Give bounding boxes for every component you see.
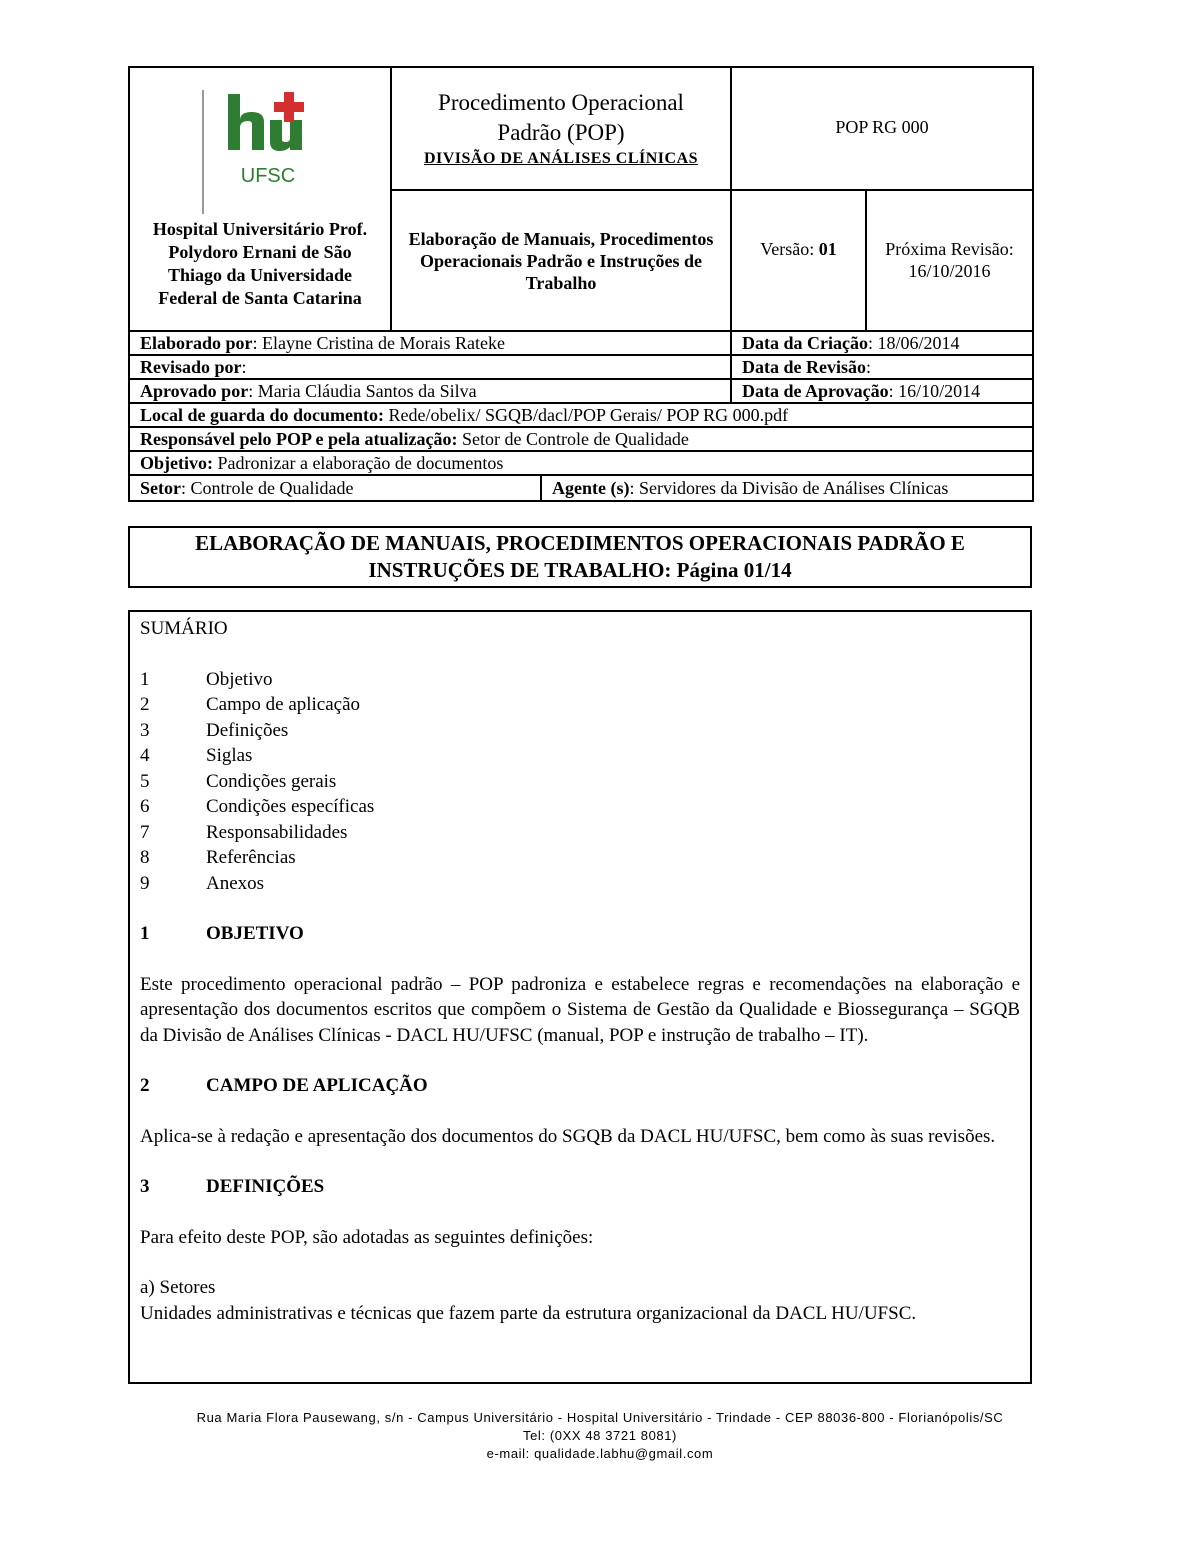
- page-title-line-1: ELABORAÇÃO DE MANUAIS, PROCEDIMENTOS OPERACIONAIS PADRÃO E: [195, 531, 965, 555]
- approved-value: : Maria Cláudia Santos da Silva: [248, 381, 477, 401]
- section-number: 3: [140, 1176, 150, 1197]
- toc-number: 7: [140, 821, 150, 843]
- storage-label: Local de guarda do documento:: [140, 405, 385, 425]
- svg-text:UFSC: UFSC: [240, 165, 296, 187]
- agent-label: Agente (s): [552, 478, 630, 498]
- toc-label: Referências: [206, 847, 296, 868]
- toc-item: [140, 718, 1020, 744]
- toc-item: [140, 820, 1020, 846]
- footer-address: Rua Maria Flora Pausewang, s/n - Campus Universitário - Hospital Universitário - Trindade - CEP 88036-800 - Florianópolis/SC: [196, 1410, 1004, 1425]
- sector: [130, 476, 542, 500]
- responsible: [129, 427, 1033, 451]
- title-line-1: Procedimento Operacional: [438, 89, 684, 115]
- toc-label: Anexos: [206, 872, 265, 894]
- toc-item: [140, 794, 1020, 820]
- agent: [542, 477, 948, 499]
- page-title-box: [128, 526, 1032, 588]
- section-number: 2: [140, 1075, 150, 1096]
- section-2-text: Aplica-se à redação e apresentação dos documentos do SGQB da DACL HU/UFSC, bem como às suas revisões.: [140, 1125, 996, 1147]
- page-title-line-2: INSTRUÇÕES DE TRABALHO: Página 01/14: [368, 558, 792, 582]
- document-body: [128, 610, 1032, 1384]
- next-review-label: Próxima Revisão:: [885, 239, 1014, 259]
- title-line-2: Padrão (POP): [497, 119, 625, 145]
- table-of-contents: [140, 667, 1020, 897]
- responsible-label: Responsável pelo POP e pela atualização:: [140, 429, 458, 449]
- toc-label: Objetivo: [206, 668, 273, 690]
- sector-agent-row: [129, 475, 1033, 501]
- revised-value: :: [241, 357, 247, 377]
- hospital-cell: [129, 67, 391, 331]
- responsible-value: Setor de Controle de Qualidade: [457, 429, 689, 449]
- toc-number: 4: [140, 745, 150, 766]
- version-value: 01: [818, 239, 837, 259]
- toc-label: Condições gerais: [206, 770, 337, 792]
- toc-label: Responsabilidades: [206, 821, 348, 843]
- toc-item: [140, 743, 1020, 769]
- creation-label: Data da Criação: [742, 333, 868, 353]
- definition-a-title: a) Setores: [140, 1277, 216, 1298]
- toc-item: [140, 667, 1020, 693]
- objective-label: Objetivo:: [140, 453, 213, 473]
- toc-item: [140, 871, 1020, 897]
- document-header-table: [128, 66, 1034, 502]
- doc-title: Elaboração de Manuais, Procedimentos Operacionais Padrão e Instruções de Trabalho: [391, 190, 731, 331]
- toc-item: [140, 692, 1020, 718]
- objective-value: Padronizar a elaboração de documentos: [212, 453, 504, 473]
- toc-number: 8: [140, 847, 150, 868]
- hospital-name: Hospital Universitário Prof. Polydoro Ernani de São Thiago da Universidade Federal de Santa Catarina: [152, 219, 368, 308]
- creation-value: : 18/06/2014: [867, 333, 960, 353]
- storage-value: Rede/obelix/ SGQB/dacl/POP Gerais/ POP RG 000.pdf: [384, 405, 789, 425]
- section-1-heading: [140, 921, 1020, 947]
- toc-number: 6: [140, 796, 150, 817]
- version-cell: [731, 190, 866, 331]
- approved-by: [129, 379, 731, 403]
- toc-number: 5: [140, 770, 150, 792]
- section-title: DEFINIÇÕES: [206, 1176, 325, 1197]
- approval-date-value: : 16/10/2014: [888, 381, 981, 401]
- doc-code: POP RG 000: [835, 117, 929, 137]
- section-2-heading: [140, 1073, 1020, 1099]
- toc-item: [140, 769, 1020, 795]
- toc-label: Definições: [206, 719, 289, 741]
- footer-phone: Tel: (0XX 48 3721 8081): [522, 1428, 677, 1443]
- section-number: 1: [140, 923, 150, 944]
- version-label: Versão:: [760, 239, 815, 259]
- toc-label: Campo de aplicação: [206, 694, 361, 715]
- summary-heading: SUMÁRIO: [140, 618, 228, 639]
- next-review-value: 16/10/2016: [908, 261, 991, 281]
- toc-label: Condições específicas: [206, 796, 375, 817]
- toc-label: Siglas: [206, 745, 253, 766]
- toc-number: 1: [140, 668, 150, 690]
- revision-date-label: Data de Revisão: [742, 357, 866, 377]
- section-3-text: Para efeito deste POP, são adotadas as seguintes definições:: [140, 1226, 594, 1248]
- revision-date-value: :: [866, 357, 872, 377]
- definition-a-text: Unidades administrativas e técnicas que fazem parte da estrutura organizacional da DACL HU/UFSC.: [140, 1302, 917, 1324]
- section-title: CAMPO DE APLICAÇÃO: [206, 1075, 428, 1096]
- revised-label: Revisado por: [140, 357, 242, 377]
- toc-number: 3: [140, 719, 150, 741]
- section-3-heading: [140, 1174, 1020, 1200]
- section-1-text: Este procedimento operacional padrão – POP padroniza e estabelece regras e recomendações na elaboração e apresentação dos documentos escritos que compõem o Sistema de Gestão da Qualidade e Biossegurança – SGQB da Divisão de Análises Clínicas - DACL HU/UFSC (manual, POP e instrução de trabalho – IT).: [140, 973, 1020, 1046]
- toc-item: [140, 845, 1020, 871]
- elaborated-label: Elaborado por: [140, 333, 253, 353]
- toc-number: 9: [140, 872, 150, 894]
- revision-date: [731, 355, 1033, 379]
- next-review-cell: [866, 190, 1033, 331]
- toc-number: 2: [140, 694, 150, 715]
- doc-code-cell: [731, 67, 1033, 190]
- sector-label: Setor: [140, 478, 181, 498]
- title-cell: [391, 67, 731, 190]
- storage-location: [129, 403, 1033, 427]
- revised-by: [129, 355, 731, 379]
- elaborated-value: : Elayne Cristina de Morais Rateke: [252, 333, 505, 353]
- objective: [129, 451, 1033, 475]
- agent-value: : Servidores da Divisão de Análises Clínicas: [629, 478, 949, 498]
- section-title: OBJETIVO: [206, 923, 304, 944]
- hu-ufsc-logo: [140, 90, 380, 214]
- approval-date-label: Data de Aprovação: [742, 381, 889, 401]
- sector-value: : Controle de Qualidade: [180, 478, 354, 498]
- approval-date: [731, 379, 1033, 403]
- division-name: DIVISÃO DE ANÁLISES CLÍNICAS: [423, 149, 699, 167]
- footer-email: e-mail: qualidade.labhu@gmail.com: [486, 1446, 714, 1461]
- hu-logo-icon: [226, 90, 318, 190]
- elaborated-by: [129, 331, 731, 355]
- approved-label: Aprovado por: [140, 381, 249, 401]
- creation-date: [731, 331, 1033, 355]
